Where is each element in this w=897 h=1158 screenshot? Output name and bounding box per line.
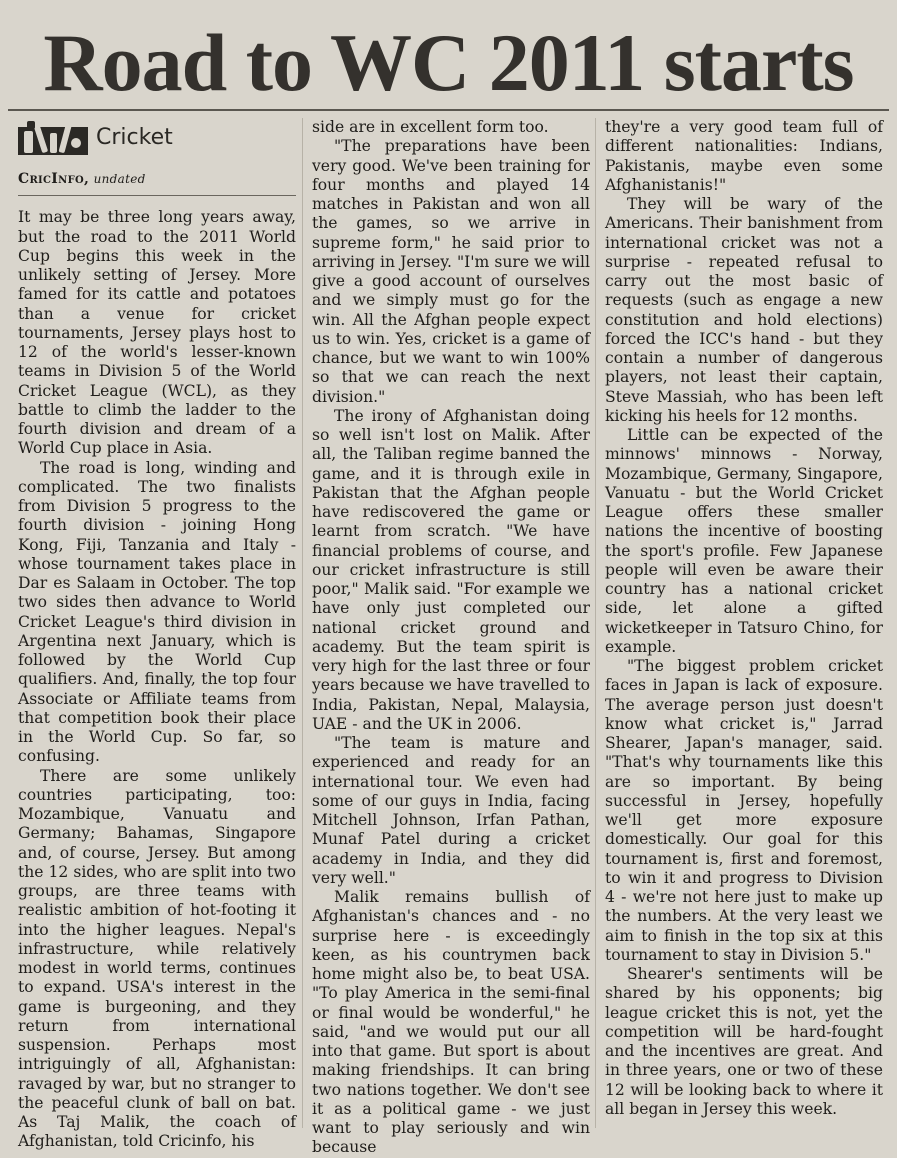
paragraph: They will be wary of the Americans. Their banishment from international cricket was not a surprise - repeated refusal to carry out the most basic of requests (such as engage a new constitution and hold elections) forced the ICC's hand - but they contain a number of dangerous players, not least their captain, Steve Massiah, who has been left kicking his heels for 12 months. — [605, 195, 883, 425]
paragraph: "The biggest problem cricket faces in Japan is lack of exposure. The average person just doesn't know what cricket is," Jarrad Shearer, Japan's manager, said. "That's why tournaments like this are so important. By being successful in Jersey, hopefully we'll get more exposure domestically. Our goal for this tournament is, first and foremost, to win it and progress to Division 4 - we're not here just to make up the numbers. At the very least we aim to finish in the top six at this tournament to stay in Division 5." — [605, 657, 883, 964]
paragraph: The irony of Afghanistan doing so well isn't lost on Malik. After all, the Taliban regime banned the game, and it is through exile in Pakistan that the Afghan people have rediscovered the game or learnt from scratch. "We have financial problems of course, and our cricket infrastructure is still poor," Malik said. "For example we have only just completed our national cricket ground and academy. But the team spirit is very high for the last three or four years because we have travelled to India, Pakistan, Nepal, Malaysia, UAE - and the UK in 2006. — [312, 406, 590, 733]
byline-source: CricInfo, — [18, 171, 90, 187]
article-column-3 — [605, 118, 883, 1130]
paragraph: side are in excellent form too. — [312, 118, 549, 136]
section-label: Cricket — [96, 125, 173, 151]
column-divider — [302, 118, 303, 1128]
paragraph: Malik remains bullish of Afghanistan's chances and - no surprise here - is exceedingly keen, as his countrymen back home might also be, to beat USA. "To play America in the semi-final or final would be wonderful," he said, "and we would put our all into that game. But sport is about making friendships. It can bring two nations together. We don't see it as a political game - we just want to play seriously and win because — [312, 888, 590, 1157]
column-divider — [595, 118, 596, 1128]
headline-rule — [8, 109, 889, 111]
paragraph: It may be three long years away, but the road to the 2011 World Cup begins this week in the unlikely setting of Jersey. More famed for its cattle and potatoes than a venue for cricket tournaments, Jersey plays host to 12 of the world's lesser-known teams in Division 5 of the World Cricket League (WCL), as they battle to climb the ladder to the fourth division and dream of a World Cup place in Asia. — [18, 208, 296, 458]
article-column-1 — [18, 118, 296, 1151]
paragraph: "The team is mature and experienced and ready for an international tour. We even had some of our guys in India, facing Mitchell Johnson, Irfan Pathan, Munaf Patel during a cricket academy in India, and they did very well." — [312, 734, 590, 887]
byline — [18, 170, 296, 196]
section-header — [18, 118, 296, 158]
paragraph: There are some unlikely countries participating, too: Mozambique, Vanuatu and Germany; Bahamas, Singapore and, of course, Jersey. But among the 12 sides, who are split into two groups, are three teams with realistic ambition of hot-footing it into the higher leagues. Nepal's infrastructure, while relatively modest in world terms, continues to expand. USA's interest in the game is burgeoning, and they return from international suspension. Perhaps most intriguingly of all, Afghanistan: ravaged by war, but no stranger to the peaceful clunk of ball on bat. As Taj Malik, the coach of Afghanistan, told Cricinfo, his — [18, 766, 296, 1151]
cricket-bats-icon — [18, 121, 88, 155]
paragraph: The road is long, winding and complicated. The two finalists from Division 5 progress to the fourth division - joining Hong Kong, Fiji, Tanzania and Italy - whose tournament takes place in Dar es Salaam in October. The top two sides then advance to World Cricket League's third division in Argentina next January, which is followed by the World Cup qualifiers. And, finally, the top four Associate or Affiliate teams from that competition book their place in the World Cup. So far, so confusing. — [18, 458, 296, 766]
paragraph: "The preparations have been very good. We've been training for four months and played 14 matches in Pakistan and won all the games, so we arrive in supreme form," he said prior to arriving in Jersey. "I'm sure we will give a good account of ourselves and we simply must go for the win. All the Afghan people expect us to win. Yes, cricket is a game of chance, but we want to win 100% so that we can reach the next division." — [312, 137, 590, 406]
headline: Road to WC 2011 starts — [43, 17, 854, 108]
paragraph: they're a very good team full of different nationalities: Indians, Pakistanis, maybe even some Afghanistanis!" — [605, 118, 883, 194]
paragraph: Little can be expected of the minnows' minnows - Norway, Mozambique, Germany, Singapore, Vanuatu - but the World Cricket League offers these smaller nations the incentive of boosting the sport's profile. Few Japanese people will even be aware their country has a national cricket side, let alone a gifted wicketkeeper in Tatsuro Chino, for example. — [605, 426, 883, 656]
byline-date: undated — [93, 172, 146, 186]
article-column-2 — [312, 118, 590, 1157]
paragraph: Shearer's sentiments will be shared by his opponents; big league cricket this is not, yet the competition will be hard-fought and the incentives are great. And in three years, one or two of these 12 will be looking back to where it all began in Jersey this week. — [605, 965, 883, 1118]
